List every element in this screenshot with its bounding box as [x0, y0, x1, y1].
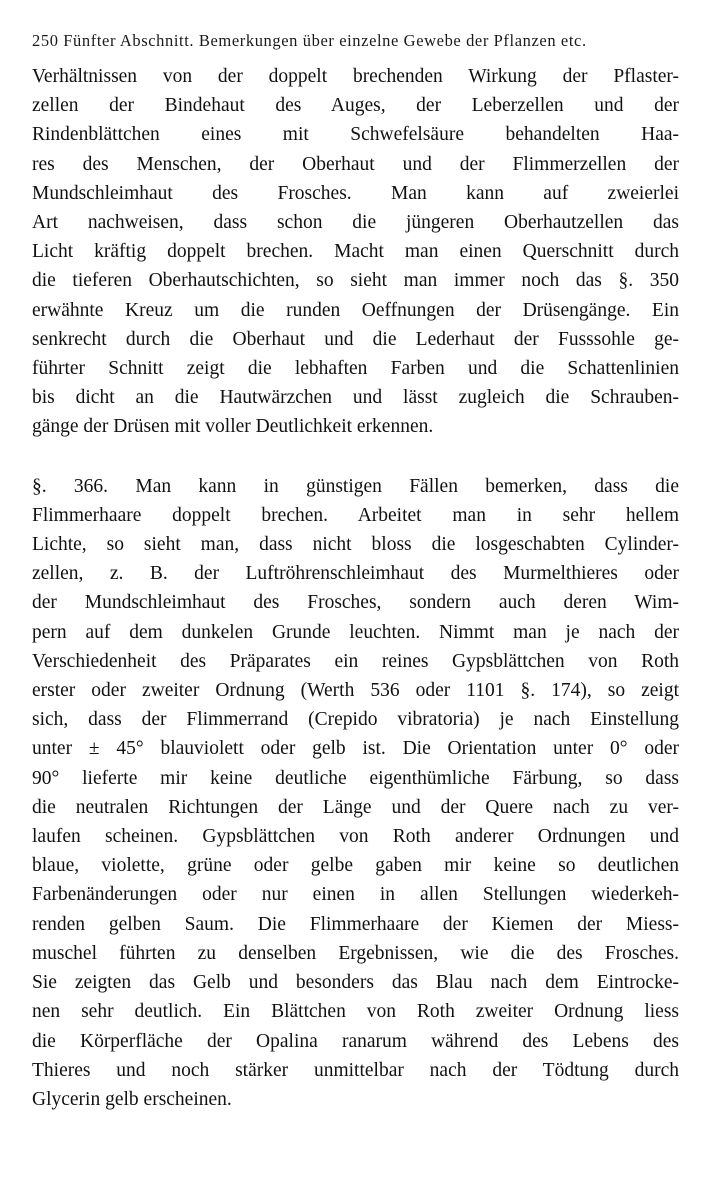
text-line: erwähnte Kreuz um die runden Oeffnungen der Drüsengänge. Ein — [32, 299, 679, 321]
text-line: res des Menschen, der Oberhaut und der Flimmerzellen der — [32, 153, 679, 175]
text-line: renden gelben Saum. Die Flimmerhaare der Kiemen der Miess- — [32, 913, 679, 935]
text-line: führter Schnitt zeigt die lebhaften Farben und die Schattenlinien — [32, 358, 679, 380]
text-line: gänge der Drüsen mit voller Deutlichkeit erkennen. — [32, 416, 434, 438]
text-line: Sie zeigten das Gelb und besonders das Blau nach dem Eintrocke- — [32, 972, 679, 994]
text-line: Verschiedenheit des Präparates ein reines Gypsblättchen von Roth — [32, 650, 679, 672]
text-line: die Körperfläche der Opalina ranarum während des Lebens des — [32, 1030, 679, 1052]
text-line: Verhältnissen von der doppelt brechenden Wirkung der Pflaster- — [32, 66, 679, 87]
running-header: 250 Fünfter Abschnitt. Bemerkungen über einzelne Gewebe der Pflanzen etc. — [32, 31, 587, 50]
text-line: Farbenänderungen oder nur einen in allen Stellungen wiederkeh- — [32, 884, 679, 906]
text-line: Mundschleimhaut des Frosches. Man kann auf zweierlei — [32, 182, 679, 204]
text-line: Art nachweisen, dass schon die jüngeren Oberhautzellen das — [32, 212, 679, 234]
text-line: die tieferen Oberhautschichten, so sieht man immer noch das §. 350 — [32, 270, 679, 292]
text-line: Licht kräftig doppelt brechen. Macht man einen Querschnitt durch — [32, 241, 679, 263]
paragraph-section-366 — [32, 472, 681, 1114]
text-line: §. 366. Man kann in günstigen Fällen bemerken, dass die — [32, 475, 679, 497]
text-line: der Mundschleimhaut des Frosches, sondern auch deren Wim- — [32, 592, 679, 614]
text-line: Thieres und noch stärker unmittelbar nach der Tödtung durch — [32, 1059, 679, 1081]
text-line: 90° lieferte mir keine deutliche eigenthümliche Färbung, so dass — [32, 767, 679, 789]
paragraph-continuation — [32, 62, 681, 442]
paragraph-gap — [32, 442, 681, 472]
text-line: Rindenblättchen eines mit Schwefelsäure behandelten Haa- — [32, 124, 679, 146]
text-line: senkrecht durch die Oberhaut und die Lederhaut der Fusssohle ge- — [32, 328, 679, 350]
text-line: zellen, z. B. der Luftröhrenschleimhaut des Murmelthieres oder — [32, 563, 679, 585]
text-line: laufen scheinen. Gypsblättchen von Roth anderer Ordnungen und — [32, 826, 679, 848]
text-line: pern auf dem dunkelen Grunde leuchten. Nimmt man je nach der — [32, 621, 679, 643]
text-line: Lichte, so sieht man, dass nicht bloss die losgeschabten Cylinder- — [32, 534, 679, 556]
text-line: unter ± 45° blauviolett oder gelb ist. Die Orientation unter 0° oder — [32, 738, 679, 760]
text-line: sich, dass der Flimmerrand (Crepido vibratoria) je nach Einstellung — [32, 709, 679, 731]
text-line: blaue, violette, grüne oder gelbe gaben mir keine so deutlichen — [32, 855, 679, 877]
text-line: bis dicht an die Hautwärzchen und lässt zugleich die Schrauben- — [32, 387, 679, 409]
text-line: erster oder zweiter Ordnung (Werth 536 oder 1101 §. 174), so zeigt — [32, 680, 679, 702]
text-line: zellen der Bindehaut des Auges, der Leberzellen und der — [32, 95, 679, 117]
text-line: nen sehr deutlich. Ein Blättchen von Roth zweiter Ordnung liess — [32, 1001, 679, 1023]
text-line: Flimmerhaare doppelt brechen. Arbeitet man in sehr hellem — [32, 504, 679, 526]
text-line: die neutralen Richtungen der Länge und der Quere nach zu ver- — [32, 796, 679, 818]
text-line: Glycerin gelb erscheinen. — [32, 1088, 232, 1110]
text-line: muschel führten zu denselben Ergebnissen, wie die des Frosches. — [32, 942, 679, 964]
